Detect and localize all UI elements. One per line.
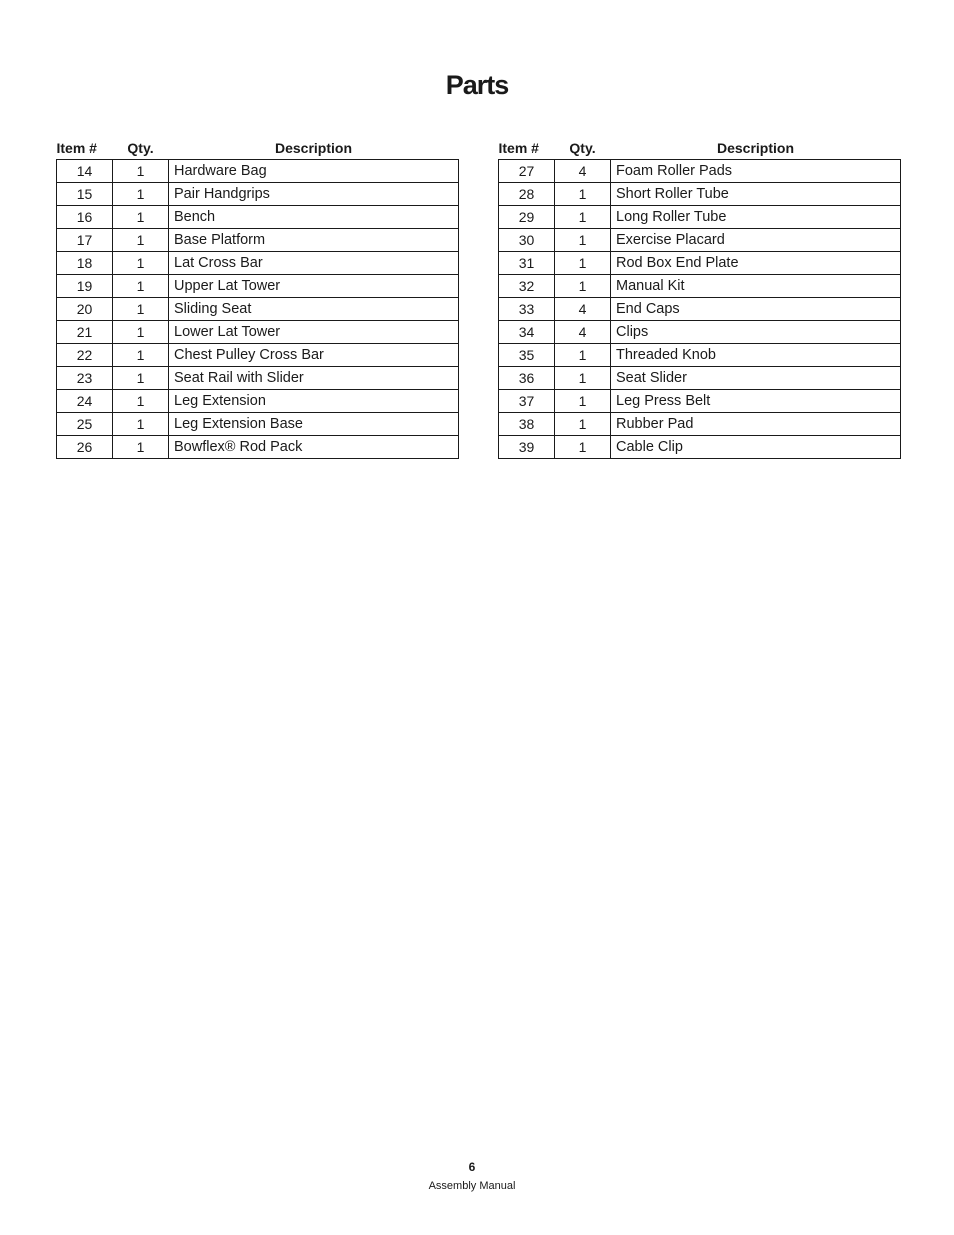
item-number: 17 xyxy=(57,229,113,252)
item-description: Cable Clip xyxy=(611,436,901,459)
item-qty: 1 xyxy=(113,229,169,252)
table-row xyxy=(57,390,459,413)
table-row xyxy=(57,229,459,252)
table-row xyxy=(57,206,459,229)
parts-table xyxy=(56,136,459,459)
item-description: End Caps xyxy=(611,298,901,321)
item-description: Threaded Knob xyxy=(611,344,901,367)
table-row xyxy=(57,436,459,459)
item-number: 15 xyxy=(57,183,113,206)
item-qty: 1 xyxy=(113,206,169,229)
table-row xyxy=(499,436,901,459)
page-title: Parts xyxy=(445,70,509,100)
item-number: 39 xyxy=(499,436,555,459)
item-qty: 1 xyxy=(555,252,611,275)
table-header-row xyxy=(57,136,459,160)
column-header-description: Description xyxy=(274,139,352,156)
item-description: Long Roller Tube xyxy=(611,206,901,229)
item-qty: 1 xyxy=(113,390,169,413)
item-qty: 1 xyxy=(113,252,169,275)
item-number: 29 xyxy=(499,206,555,229)
item-number: 28 xyxy=(499,183,555,206)
table-row xyxy=(499,367,901,390)
item-qty: 1 xyxy=(555,390,611,413)
item-number: 22 xyxy=(57,344,113,367)
item-qty: 1 xyxy=(113,344,169,367)
column-header-item: Item # xyxy=(56,139,97,156)
item-number: 16 xyxy=(57,206,113,229)
item-description: Lower Lat Tower xyxy=(169,321,459,344)
item-number: 37 xyxy=(499,390,555,413)
item-description: Clips xyxy=(611,321,901,344)
item-qty: 1 xyxy=(113,367,169,390)
item-description: Pair Handgrips xyxy=(169,183,459,206)
column-header-qty: Qty. xyxy=(569,139,596,156)
item-description: Short Roller Tube xyxy=(611,183,901,206)
table-row xyxy=(499,183,901,206)
page-footer xyxy=(0,1160,944,1192)
item-qty: 1 xyxy=(555,183,611,206)
item-description: Lat Cross Bar xyxy=(169,252,459,275)
item-qty: 1 xyxy=(555,344,611,367)
item-number: 23 xyxy=(57,367,113,390)
item-qty: 1 xyxy=(555,413,611,436)
table-row xyxy=(57,367,459,390)
item-qty: 1 xyxy=(555,436,611,459)
item-qty: 1 xyxy=(113,321,169,344)
item-qty: 1 xyxy=(113,160,169,183)
item-number: 34 xyxy=(499,321,555,344)
table-row xyxy=(499,321,901,344)
item-qty: 1 xyxy=(555,275,611,298)
item-description: Bowflex® Rod Pack xyxy=(169,436,459,459)
table-row xyxy=(499,206,901,229)
item-number: 18 xyxy=(57,252,113,275)
item-number: 33 xyxy=(499,298,555,321)
table-row xyxy=(57,298,459,321)
item-description: Chest Pulley Cross Bar xyxy=(169,344,459,367)
parts-table-left xyxy=(56,136,459,459)
table-row xyxy=(499,252,901,275)
table-row xyxy=(57,275,459,298)
item-number: 31 xyxy=(499,252,555,275)
item-number: 19 xyxy=(57,275,113,298)
item-number: 32 xyxy=(499,275,555,298)
item-number: 24 xyxy=(57,390,113,413)
item-number: 14 xyxy=(57,160,113,183)
item-description: Upper Lat Tower xyxy=(169,275,459,298)
table-header-row xyxy=(499,136,901,160)
parts-table xyxy=(498,136,901,459)
item-number: 26 xyxy=(57,436,113,459)
column-header-qty: Qty. xyxy=(127,139,154,156)
table-row xyxy=(499,298,901,321)
table-row xyxy=(57,344,459,367)
column-header-description: Description xyxy=(716,139,794,156)
table-row xyxy=(57,252,459,275)
table-row xyxy=(499,390,901,413)
item-description: Leg Extension xyxy=(169,390,459,413)
page-number: 6 xyxy=(468,1160,476,1174)
item-qty: 1 xyxy=(113,183,169,206)
item-description: Hardware Bag xyxy=(169,160,459,183)
table-row xyxy=(57,183,459,206)
item-description: Sliding Seat xyxy=(169,298,459,321)
item-description: Rubber Pad xyxy=(611,413,901,436)
item-number: 27 xyxy=(499,160,555,183)
table-row xyxy=(499,229,901,252)
item-description: Manual Kit xyxy=(611,275,901,298)
item-number: 30 xyxy=(499,229,555,252)
item-number: 20 xyxy=(57,298,113,321)
item-qty: 1 xyxy=(555,229,611,252)
item-number: 36 xyxy=(499,367,555,390)
item-qty: 4 xyxy=(555,160,611,183)
table-row xyxy=(499,160,901,183)
item-qty: 1 xyxy=(555,206,611,229)
table-row xyxy=(57,321,459,344)
item-qty: 4 xyxy=(555,298,611,321)
table-row xyxy=(499,413,901,436)
item-description: Seat Slider xyxy=(611,367,901,390)
table-row xyxy=(499,275,901,298)
item-qty: 1 xyxy=(113,298,169,321)
table-row xyxy=(57,160,459,183)
table-row xyxy=(57,413,459,436)
item-qty: 1 xyxy=(113,275,169,298)
item-description: Foam Roller Pads xyxy=(611,160,901,183)
table-row xyxy=(499,344,901,367)
item-description: Rod Box End Plate xyxy=(611,252,901,275)
footer-caption: Assembly Manual xyxy=(428,1180,516,1192)
item-number: 21 xyxy=(57,321,113,344)
item-description: Bench xyxy=(169,206,459,229)
item-description: Leg Press Belt xyxy=(611,390,901,413)
item-description: Base Platform xyxy=(169,229,459,252)
item-number: 35 xyxy=(499,344,555,367)
column-header-item: Item # xyxy=(498,139,539,156)
item-description: Seat Rail with Slider xyxy=(169,367,459,390)
item-number: 25 xyxy=(57,413,113,436)
item-description: Leg Extension Base xyxy=(169,413,459,436)
item-qty: 1 xyxy=(555,367,611,390)
parts-table-right xyxy=(498,136,901,459)
item-qty: 1 xyxy=(113,436,169,459)
item-qty: 4 xyxy=(555,321,611,344)
item-qty: 1 xyxy=(113,413,169,436)
item-description: Exercise Placard xyxy=(611,229,901,252)
item-number: 38 xyxy=(499,413,555,436)
